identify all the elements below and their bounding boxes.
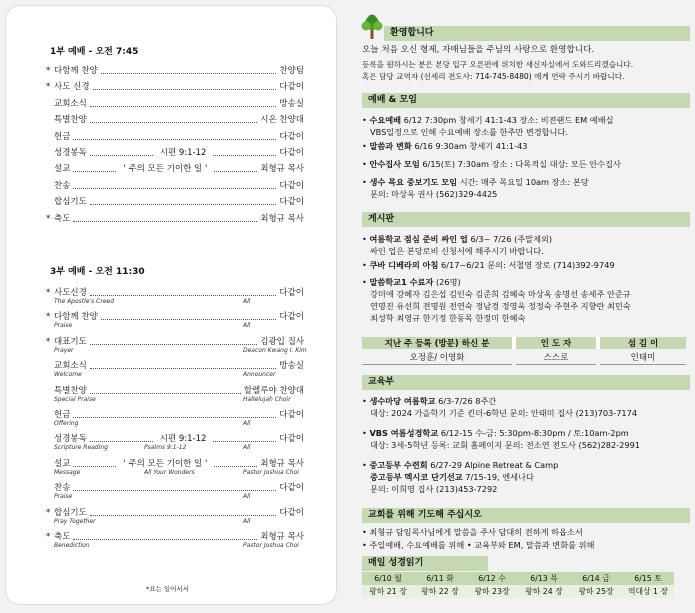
reg-header-helper: 섬 김 이 — [600, 337, 686, 349]
dot-leader — [214, 465, 257, 467]
education-header: 교육부 — [362, 375, 690, 390]
service-item-name: 설교 — [54, 458, 71, 469]
service-item-name: 축도 — [54, 532, 71, 542]
reg-header-guide: 인 도 자 — [516, 337, 596, 349]
welcome-line1: 오늘 처음 오신 형제, 자매님들을 주님의 사랑으로 환영합니다. — [362, 45, 595, 55]
service-item-name-en: Praise — [54, 322, 73, 330]
service-item-leader: 할렐루야 찬양대 — [243, 385, 304, 396]
worship-item-text: 시간: 매주 목요일 10am 장소: 본당 — [457, 177, 589, 187]
service-item-leader-en: Pastor Joshua Choi — [243, 542, 299, 549]
service-item-leader: 방송실 — [279, 361, 304, 372]
service-item-detail-en: All Your Wonders — [144, 468, 195, 476]
dot-leader — [73, 187, 276, 189]
edu-item: • 중고등부 수련회 6/27-29 Alpine Retreat & Camp — [362, 460, 559, 470]
service-row — [54, 432, 304, 444]
service-item-leader: 다같이 — [279, 197, 304, 208]
service-item-name-en: Prayer — [54, 346, 74, 354]
bible-day: 6/15 토 — [622, 572, 674, 585]
service-item-name-en: Benediction — [54, 542, 90, 549]
board-item-line: 강미애 강혜자 김은섭 김인숙 김준희 김혜숙 마상옥 송명선 송세주 안준규 — [370, 289, 631, 299]
edu-item: • VBS 여름성경학교 6/12-15 수-금: 5:30pm-8:30pm / 토:10am-2pm — [362, 428, 629, 438]
dot-leader — [101, 72, 277, 74]
service-item-leader: 다같이 — [279, 131, 304, 142]
service-item-leader-en: All — [243, 493, 251, 501]
prayer-header: 교회를 위해 기도해 주십시오 — [362, 508, 690, 523]
board-item: • 말씀학교1 수료자 (26명) — [362, 277, 461, 287]
service-row — [54, 146, 304, 158]
welcome-header: 환영합니다 — [384, 26, 690, 41]
service-item-leader-en: All — [243, 444, 251, 452]
welcome-line2: 등록을 원하시는 분은 본당 입구 오른편에 위치한 새신자실에서 도와드리겠습니다. — [362, 60, 634, 69]
worship-item-title: 안수집사 모임 — [369, 159, 420, 169]
edu-item-title: VBS 여름성경학교 — [369, 428, 439, 438]
edu-item-line: 대상: 2024 가을학기 기준 킨더-6학년 문의: 안태미 집사 (213)703-7174 — [370, 408, 638, 418]
service-item-detail: ' 주의 모든 기이한 일 ' — [123, 164, 208, 175]
service-item-leader-en: Announcer — [243, 371, 276, 379]
service-item-name: 교회소식 — [54, 361, 87, 372]
service-row — [46, 506, 304, 518]
board-header: 게시판 — [362, 212, 690, 227]
service-row — [46, 212, 304, 224]
board-item-text: 6/3~ 7/26 (주말제외) — [467, 234, 553, 244]
bible-day: 6/11 화 — [414, 572, 466, 585]
dot-leader — [90, 367, 277, 369]
worship-item-title: 수요예배 — [369, 115, 402, 125]
bible-verse: 왕하 23장 — [466, 585, 518, 598]
service-item-name: 설교 — [54, 164, 71, 175]
dot-leader — [93, 88, 277, 90]
worship-item-line: 문의: 마상옥 권사 (562)329-4425 — [370, 189, 498, 199]
bible-reading-table — [362, 572, 674, 598]
board-item-title: 여름학교 점심 준비 싸인 업 — [369, 234, 468, 244]
service-item-name: 다함께 찬양 — [54, 312, 98, 323]
standing-mark: * — [46, 507, 51, 518]
worship-item-text: 6/12 7:30pm 창세기 41:1-43 장소: 비전랜드 EM 예배실 — [401, 115, 614, 125]
service-item-leader: 최형규 목사 — [260, 213, 304, 224]
service2-title: 3부 예배 - 오전 11:30 — [50, 267, 145, 277]
worship-item: • 수요예배 6/12 7:30pm 창세기 41:1-43 장소: 비전랜드 EM 예배실 — [362, 115, 614, 125]
edu-item-line: 문의: 이희영 집사 (213)453-7292 — [370, 484, 498, 494]
service-item-leader-en: Pastor Joshua Choi — [243, 468, 299, 476]
prayer-line2: • 주일예배, 수요예배를 위해 • 교육부와 EM, 말씀과 변화를 위해 — [362, 540, 595, 550]
dot-leader — [213, 440, 276, 442]
dot-leader — [73, 220, 257, 222]
service-item-leader-en: Hallelujah Choir — [243, 395, 291, 403]
service-item-name: 헌금 — [54, 131, 71, 142]
edu-item-title: 생수마당 여름학교 — [369, 396, 436, 406]
service-item-name: 성경봉독 — [54, 148, 87, 158]
board-item: • 여름학교 점심 준비 싸인 업 6/3~ 7/26 (주말제외) — [362, 234, 553, 244]
dot-leader — [90, 154, 153, 156]
dot-leader — [90, 203, 277, 205]
service-item-name: 합심기도 — [54, 197, 87, 208]
dot-leader — [90, 343, 257, 345]
service1-title: 1부 예배 - 오전 7:45 — [50, 47, 139, 57]
service-row — [46, 286, 304, 298]
standing-mark: * — [46, 336, 51, 347]
edu-item-text: 6/12-15 수-금: 5:30pm-8:30pm / 토:10am-2pm — [438, 428, 629, 438]
board-item-line: 최성학 최영규 한기정 한동목 한정미 한혜숙 — [370, 313, 526, 323]
bible-header: 매일 성경읽기 — [362, 556, 488, 571]
service-item-name-en: Praise — [54, 493, 73, 501]
worship-item-title: 말씀과 변화 — [369, 141, 412, 151]
dot-leader — [73, 465, 116, 467]
edu-item-text2: 7/15-19, 엔세나다 — [462, 472, 534, 482]
dot-leader — [90, 121, 257, 123]
board-item-text: (26명) — [433, 277, 461, 287]
service-item-name: 사도 신경 — [54, 82, 90, 93]
service-item-leader: 다같이 — [279, 507, 304, 518]
service-item-leader-en: All — [243, 298, 251, 305]
service-item-leader-en: All — [243, 322, 251, 330]
service-item-name-en: Offering — [54, 420, 79, 427]
board-item-line: 연명진 유선희 전명원 전연숙 정남경 정영욱 정정숙 주현주 지향란 최민숙 — [370, 301, 631, 311]
service-item-leader: 다같이 — [279, 82, 304, 93]
service-item-name: 다함께 찬양 — [54, 66, 98, 76]
reg-value-guide: 스스로 — [516, 349, 596, 365]
service-row — [54, 179, 304, 191]
service-row — [54, 97, 304, 109]
worship-item-text: 6/16 9:30am 창세기 41:1-43 — [411, 141, 528, 151]
service-item-name: 특별찬양 — [54, 115, 87, 126]
service-item-name: 헌금 — [54, 410, 71, 420]
service-row — [46, 335, 304, 347]
bible-day: 6/14 금 — [570, 572, 622, 585]
dot-leader — [73, 416, 276, 418]
dot-leader — [90, 440, 153, 442]
service-item-name: 대표기도 — [54, 336, 87, 347]
standing-mark: * — [46, 312, 51, 323]
service-item-name-en: Scripture Reading — [54, 444, 108, 452]
service-item-name-en: Special Praise — [54, 395, 96, 403]
edu-item-title2: 중고등부 멕시코 단기선교 — [370, 472, 463, 482]
worship-item: • 안수집사 모임 6/15(토) 7:30am 장소 : 다목적실 대상: 모든 안수집사 — [362, 159, 621, 169]
board-item-title: 말씀학교1 수료자 — [369, 277, 434, 287]
service-row — [54, 359, 304, 371]
edu-item-title: 중고등부 수련회 — [369, 460, 428, 470]
bible-verse: 왕하 24 장 — [518, 585, 570, 598]
service-item-name-en: Welcome — [54, 371, 82, 379]
service-item-name: 찬송 — [54, 180, 71, 191]
dot-leader — [90, 392, 241, 394]
worship-item-text: 6/15(토) 7:30am 장소 : 다목적실 대상: 모든 안수집사 — [419, 159, 621, 169]
service-row — [54, 195, 304, 207]
bible-verse: 왕하 22 장 — [414, 585, 466, 598]
service-item-name: 합심기도 — [54, 507, 87, 518]
worship-item: • 말씀과 변화 6/16 9:30am 창세기 41:1-43 — [362, 141, 528, 151]
edu-item-line: 대상: 3세-5학년 등록: 교회 홈페이지 문의: 전소연 전도사 (562)282-2991 — [370, 440, 640, 450]
service-item-leader: 찬양팀 — [279, 66, 304, 76]
dot-leader — [90, 105, 277, 107]
welcome-line3: 혹은 담당 교역자 (선세리 전도사: 714-745-8480) 에게 연락 주시기 바랍니다. — [362, 72, 625, 81]
service-item-name-en: The Apostle's Creed — [54, 298, 115, 305]
reg-value-visitor: 오정훈/ 이영화 — [362, 349, 512, 365]
service-item-name: 성경봉독 — [54, 434, 87, 445]
service-item-name: 특별찬양 — [54, 385, 87, 396]
board-item-line: 싸인 업은 본당로비 신청서에 해주시기 바랍니다. — [370, 246, 544, 256]
tree-icon — [360, 14, 384, 40]
service-item-detail: ' 주의 모든 기이한 일 ' — [123, 458, 208, 469]
service-item-leader-en: Deacon Kwang I. Kim — [243, 346, 307, 354]
worship-header: 예배 & 모임 — [362, 93, 690, 108]
service-item-name: 축도 — [54, 213, 71, 224]
service-item-leader-en: All — [243, 517, 251, 525]
service-item-leader: 다같이 — [279, 180, 304, 191]
service-item-leader: 다같이 — [279, 410, 304, 420]
service-row — [54, 384, 304, 396]
bible-day: 6/13 목 — [518, 572, 570, 585]
service-item-leader: 다같이 — [279, 288, 304, 298]
edu-item-line — [370, 471, 534, 483]
bible-verse: 역대상 1 장 — [622, 585, 674, 598]
dot-leader — [90, 294, 277, 296]
service-item-leader: 최형규 목사 — [260, 458, 305, 469]
worship-item: • 생수 목요 중보기도 모임 시간: 매주 목요일 10am 장소: 본당 — [362, 177, 589, 187]
edu-item-text: 6/3-7/26 8주간 — [435, 396, 497, 406]
service-item-detail: 시편 9:1-12 — [159, 148, 207, 158]
service-item-name-en: Message — [54, 468, 81, 476]
service-item-name-en: Pray Together — [54, 517, 96, 525]
service-item-leader: 다같이 — [279, 312, 304, 323]
service-row — [46, 80, 304, 93]
board-item-title: 쿠바 디베라의 아침 — [369, 260, 439, 270]
bible-day: 6/10 월 — [362, 572, 414, 585]
worship-item-line: VBS일정으로 인해 수요예배 장소를 한주만 변경합니다. — [370, 127, 568, 137]
bible-verse: 왕하 21 장 — [362, 585, 414, 598]
bible-day: 6/12 수 — [466, 572, 518, 585]
standing-mark: * — [46, 532, 51, 542]
service-item-leader: 김광입 집사 — [260, 336, 304, 347]
edu-item: • 생수마당 여름학교 6/3-7/26 8주간 — [362, 396, 497, 406]
prayer-line1: • 최형규 담임목사님에게 말씀을 주사 담대히 전하게 하옵소서 — [362, 527, 583, 537]
service-row — [46, 64, 304, 76]
service-row — [54, 113, 304, 125]
dot-leader — [90, 514, 277, 516]
standing-mark: * — [46, 213, 51, 224]
board-item: • 쿠바 디베라의 아침 6/17~6/21 문의: 서철영 장로 (714)392-9749 — [362, 260, 615, 270]
service-item-leader: 최형규 목사 — [260, 532, 304, 542]
dot-leader — [213, 154, 276, 156]
service-row — [54, 457, 304, 469]
announcements-panel — [352, 6, 690, 604]
service-row — [54, 481, 304, 493]
dot-leader — [73, 170, 116, 172]
service-item-leader: 최형규 목사 — [260, 164, 305, 175]
service-row — [54, 162, 304, 174]
standing-mark: * — [46, 66, 51, 76]
standing-mark: * — [46, 82, 51, 93]
service-row — [46, 310, 304, 323]
order-of-service-panel — [6, 6, 336, 604]
service-row — [54, 130, 304, 142]
service-item-name: 찬송 — [54, 483, 71, 494]
dot-leader — [101, 318, 277, 320]
dot-leader — [73, 138, 276, 140]
service-item-detail: 시편 9:1-12 — [159, 434, 207, 445]
registration-table — [362, 337, 686, 365]
service-item-leader: 다같이 — [279, 434, 304, 445]
service-item-detail-en: Psalms 9:1-12 — [144, 444, 187, 452]
worship-item-title: 생수 목요 중보기도 모임 — [369, 177, 458, 187]
bible-verse: 왕하 25장 — [570, 585, 622, 598]
service-item-leader: 시온 찬양대 — [260, 115, 304, 126]
service-item-name: 사도신경 — [54, 288, 87, 298]
standing-mark: * — [46, 288, 51, 298]
service-item-leader: 다같이 — [279, 483, 304, 494]
reg-value-helper: 인태미 — [600, 349, 686, 365]
service-item-name: 교회소식 — [54, 98, 87, 109]
service-row — [54, 408, 304, 420]
board-item-text: 6/17~6/21 문의: 서철영 장로 (714)392-9749 — [438, 260, 615, 270]
dot-leader — [73, 538, 257, 540]
standing-note: *표는 일어서서 — [146, 585, 189, 593]
service-row — [46, 530, 304, 542]
edu-item-text: 6/27-29 Alpine Retreat & Camp — [427, 460, 559, 470]
reg-header-visitor: 지난 주 등록 (방문) 하신 분 — [362, 337, 512, 349]
dot-leader — [214, 170, 257, 172]
service-item-leader-en: All — [243, 420, 251, 427]
service-item-leader: 방송실 — [279, 98, 304, 109]
dot-leader — [73, 489, 276, 491]
service-item-leader: 다같이 — [279, 148, 304, 158]
